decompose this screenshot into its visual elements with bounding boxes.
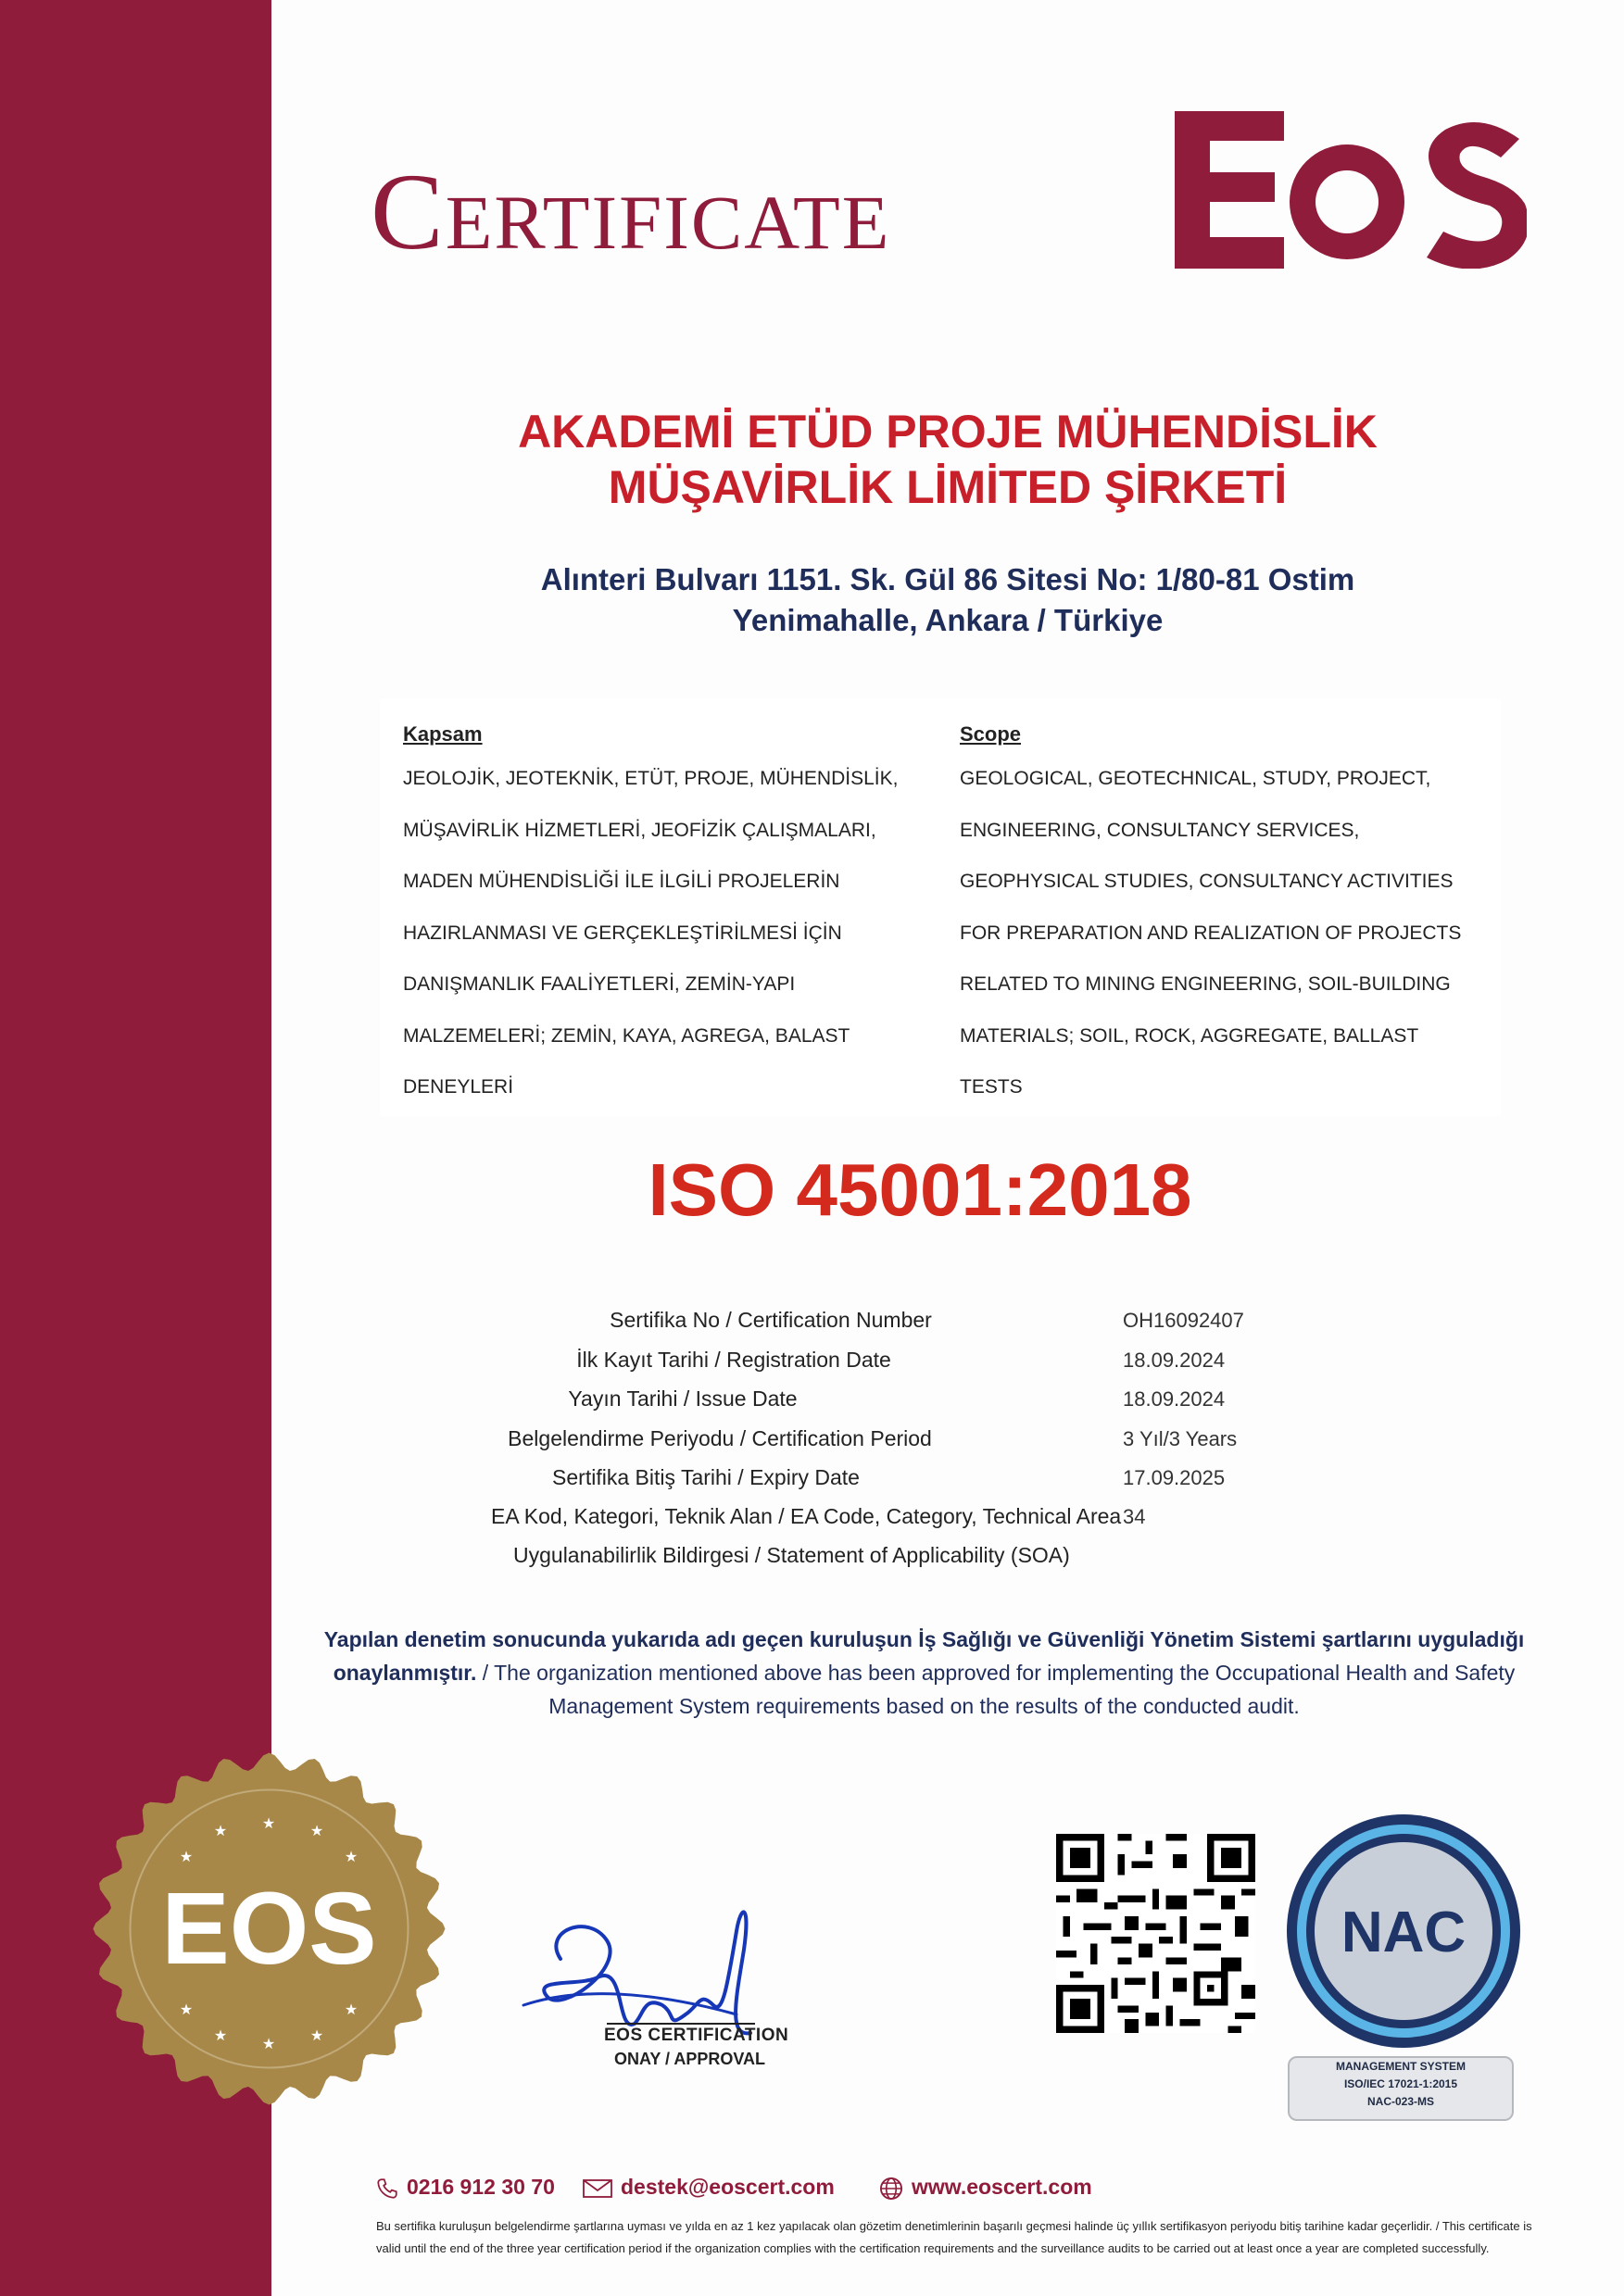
globe-icon [878, 2176, 904, 2202]
detail-label: Uygulanabilirlik Bildirgesi / Statement of Applicability (SOA) [513, 1543, 1070, 1567]
scope-en-heading: Scope [960, 722, 1022, 746]
phone-number: 0216 912 30 70 [407, 2175, 555, 2199]
detail-label: Sertifika Bitiş Tarihi / Expiry Date [552, 1465, 860, 1489]
accreditation-box [1288, 2056, 1514, 2121]
scope-en-line: RELATED TO MINING ENGINEERING, SOIL-BUILDING [960, 973, 1451, 995]
company-name-line1: AKADEMİ ETÜD PROJE MÜHENDİSLİK [518, 406, 1378, 458]
detail-value: 18.09.2024 [1123, 1349, 1226, 1372]
accreditation-standard: ISO/IEC 17021-1:2015 [1343, 2077, 1458, 2090]
scope-tr-line: MÜŞAVİRLİK HİZMETLERİ, JEOFİZİK ÇALIŞMALARI, [403, 819, 876, 841]
accreditation-code: NAC-023-MS [1366, 2095, 1434, 2108]
contact-website[interactable] [878, 2175, 1092, 2202]
scope-turkish [403, 722, 959, 1125]
scope-english [960, 722, 1516, 1125]
approval-statement-tr: Yapılan denetim sonucunda yukarıda adı geçen kuruluşun İş Sağlığı ve Güvenliği Yönetim Sistemi şartlarını uyguladığı onaylanmıştır. [323, 1627, 1525, 1685]
company-address-line1: Alınteri Bulvarı 1151. Sk. Gül 86 Sitesi No: 1/80-81 Ostim [540, 562, 1355, 596]
scope-tr-line: DENEYLERİ [403, 1076, 514, 1098]
mail-icon [582, 2177, 613, 2200]
approval-statement [278, 1623, 1570, 1723]
svg-text:★: ★ [309, 2026, 324, 2044]
svg-text:★: ★ [261, 2035, 276, 2052]
detail-value: OH16092407 [1123, 1309, 1244, 1332]
company-address-line2: Yenimahalle, Ankara / Türkiye [732, 603, 1164, 637]
scope-tr-line: JEOLOJİK, JEOTEKNİK, ETÜT, PROJE, MÜHENDİSLİK, [403, 768, 899, 789]
approval-statement-en: / The organization mentioned above has been approved for implementing the Occupational Health and Safety Management System requirements based on the results of the conducted audit. [476, 1661, 1516, 1718]
nac-accreditation-logo [1283, 1811, 1524, 2051]
svg-text:★: ★ [261, 1814, 276, 1832]
contact-phone[interactable] [375, 2175, 555, 2201]
svg-text:★: ★ [179, 1848, 194, 1865]
detail-label: İlk Kayıt Tarihi / Registration Date [576, 1348, 891, 1372]
detail-label: Yayın Tarihi / Issue Date [568, 1386, 798, 1411]
svg-text:★: ★ [344, 1848, 359, 1865]
detail-label: EA Kod, Kategori, Teknik Alan / EA Code, Category, Technical Area [491, 1504, 1122, 1528]
scope-tr-heading: Kapsam [403, 722, 483, 746]
seal-text: EOS [161, 1872, 377, 1986]
scope-tr-line: MADEN MÜHENDİSLİĞİ İLE İLGİLİ PROJELERİN [403, 871, 840, 892]
accreditation-line: MANAGEMENT SYSTEM [1335, 2060, 1466, 2073]
eos-seal [91, 1750, 447, 2107]
email-address: destek@eoscert.com [621, 2175, 835, 2199]
phone-icon [375, 2177, 399, 2201]
certificate-title: Certificate [371, 151, 891, 272]
iso-standard: ISO 45001:2018 [648, 1148, 1192, 1231]
detail-label: Belgelendirme Periyodu / Certification Period [508, 1426, 932, 1450]
signature-caption: EOS CERTIFICATION [604, 2026, 789, 2045]
scope-en-line: GEOPHYSICAL STUDIES, CONSULTANCY ACTIVITIES [960, 871, 1454, 892]
detail-value: 34 [1123, 1505, 1146, 1528]
svg-text:★: ★ [213, 1822, 228, 1839]
signature-approval: ONAY / APPROVAL [614, 2050, 766, 2068]
contact-email[interactable] [582, 2175, 835, 2200]
scope-en-line: FOR PREPARATION AND REALIZATION OF PROJECTS [960, 922, 1462, 944]
scope-en-line: ENGINEERING, CONSULTANCY SERVICES, [960, 819, 1360, 841]
svg-text:★: ★ [344, 2001, 359, 2018]
scope-en-line: TESTS [960, 1076, 1023, 1098]
eos-logo [1175, 111, 1527, 269]
detail-value: 18.09.2024 [1123, 1387, 1226, 1411]
qr-code [1056, 1834, 1255, 2033]
scope-tr-line: HAZIRLANMASI VE GERÇEKLEŞTİRİLMESİ İÇİN [403, 922, 842, 944]
svg-text:★: ★ [179, 2001, 194, 2018]
detail-value: 3 Yıl/3 Years [1123, 1427, 1238, 1450]
nac-logo-text: NAC [1341, 1901, 1467, 1964]
validity-footnote: Bu sertifika kuruluşun belgelendirme şartlarına uyması ve yılda en az 1 kez yapılacak olan gözetim denetimlerinin başarılı geçmesi halinde üç yıllık sertifikasyon periyodu bitiş tarihine kadar geçerlidir. / This certificate is valid until the end of the three year certification period if the organization complies with the certification requirements and the surveillance audits to be carried out at least once a year are completed successfully. [376, 2219, 1532, 2255]
scope-en-line: GEOLOGICAL, GEOTECHNICAL, STUDY, PROJECT, [960, 768, 1431, 789]
detail-label: Sertifika No / Certification Number [610, 1308, 932, 1332]
website-url: www.eoscert.com [912, 2175, 1092, 2199]
svg-text:★: ★ [213, 2026, 228, 2044]
detail-value: 17.09.2025 [1123, 1466, 1226, 1489]
svg-text:★: ★ [309, 1822, 324, 1839]
scope-tr-line: DANIŞMANLIK FAALİYETLERİ, ZEMİN-YAPI [403, 973, 796, 995]
scope-en-line: MATERIALS; SOIL, ROCK, AGGREGATE, BALLAST [960, 1024, 1419, 1047]
company-name-line2: MÜŞAVİRLİK LİMİTED ŞİRKETİ [608, 461, 1288, 513]
scope-tr-line: MALZEMELERİ; ZEMİN, KAYA, AGREGA, BALAST [403, 1024, 850, 1047]
